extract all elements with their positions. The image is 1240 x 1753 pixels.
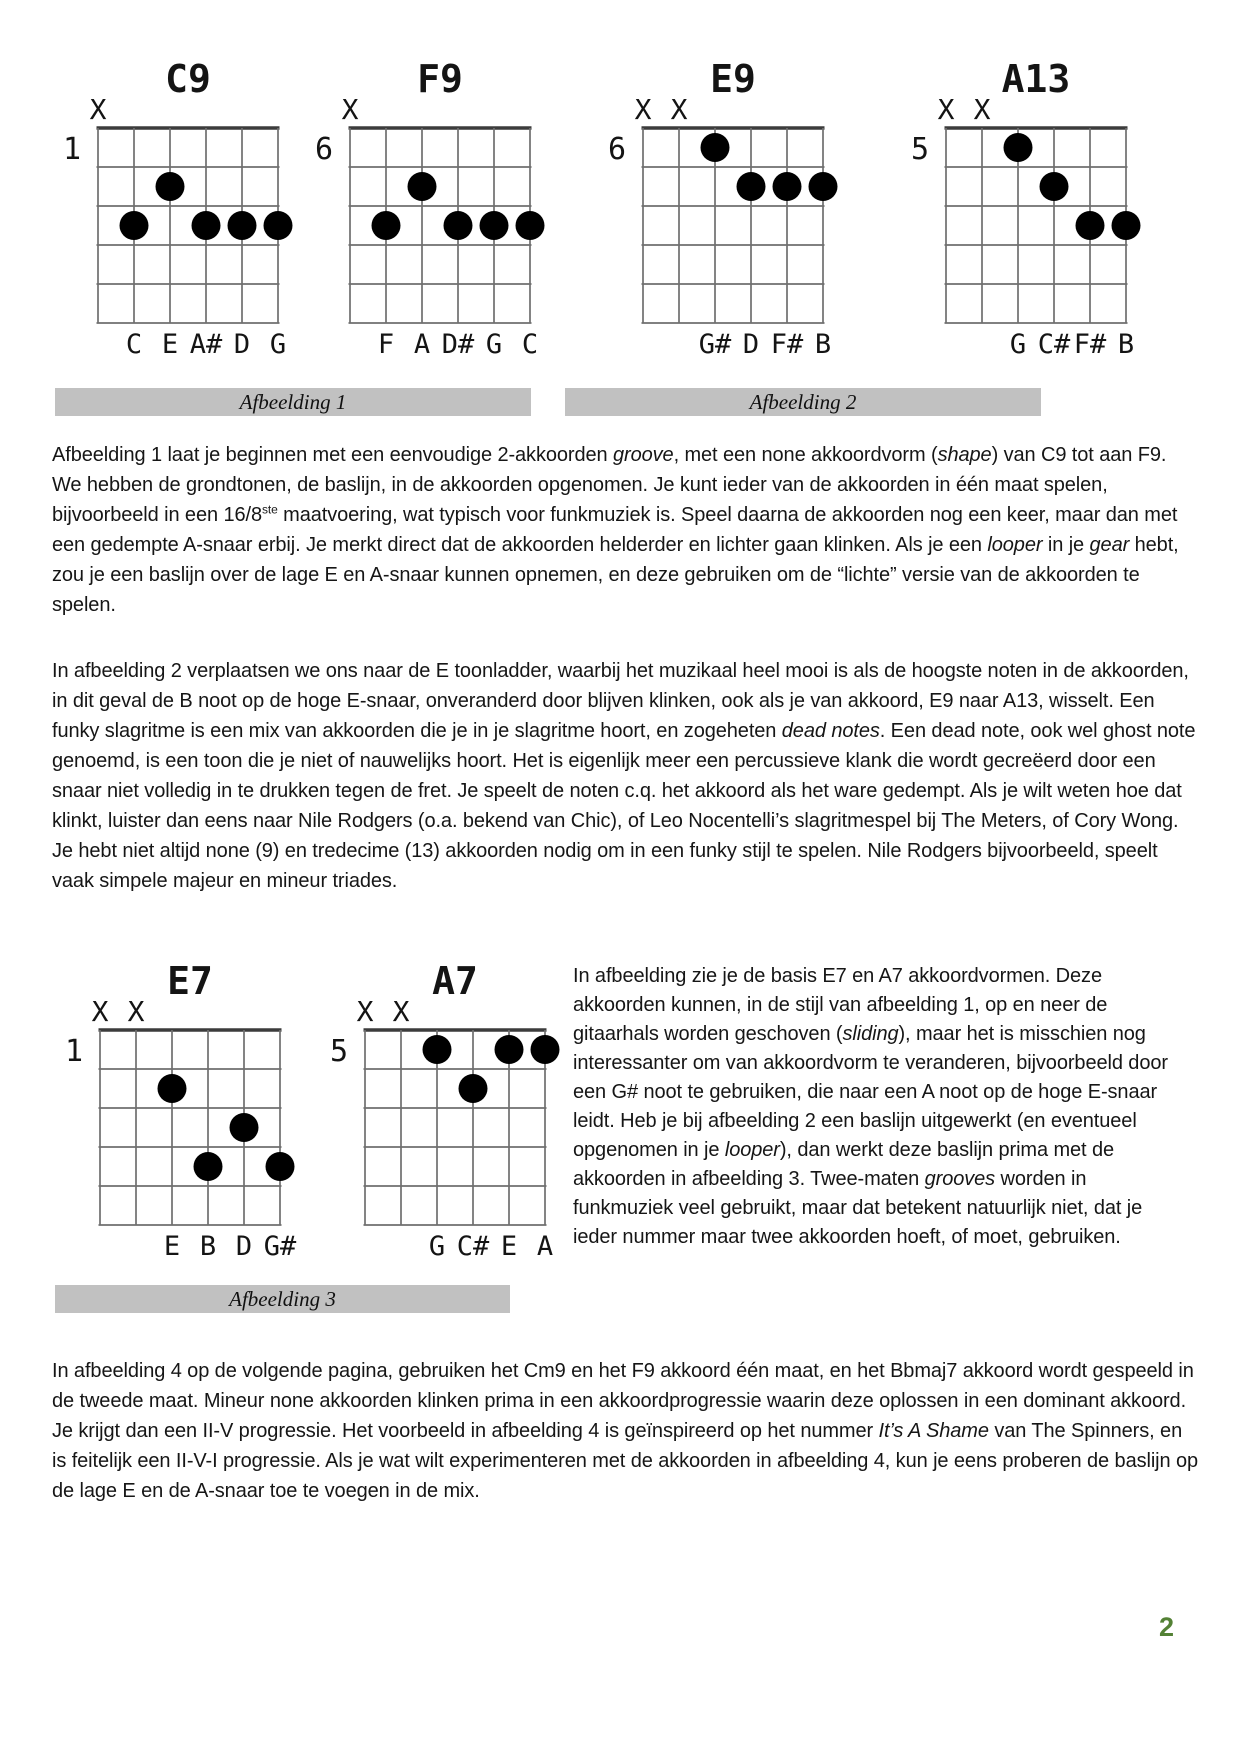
note-name-label: G xyxy=(485,329,503,360)
finger-dot xyxy=(737,172,766,201)
text-run: maatvoering, wat typisch voor funkmuziek is. Speel daarna de akkoorden nog een keer, maar dan met een gedempte A-snaar erbij. Je merkt direct dat de akkoorden helderder en lichter gaan klinken. Als je een xyxy=(52,504,1178,556)
chord-title: C9 xyxy=(165,57,211,101)
paragraph-4 xyxy=(52,1356,1200,1506)
finger-dot xyxy=(480,211,509,240)
text-run: Afbeelding 1 laat je beginnen met een eenvoudige 2-akkoorden xyxy=(52,444,613,466)
note-name-label: G xyxy=(1009,329,1027,360)
note-name-label: E xyxy=(500,1231,518,1262)
note-name-label: G xyxy=(269,329,287,360)
note-name-label: F xyxy=(377,329,395,360)
finger-dot xyxy=(1004,133,1033,162)
chord-title: F9 xyxy=(417,57,463,101)
note-name-label: E xyxy=(163,1231,181,1262)
note-name-label: D xyxy=(233,329,251,360)
note-name-label: D# xyxy=(441,329,475,360)
chord-diagram-f9 xyxy=(304,40,554,372)
note-name-label: B xyxy=(199,1231,217,1262)
italic-text: sliding xyxy=(842,1023,899,1045)
paragraph-2 xyxy=(52,656,1200,896)
finger-dot xyxy=(408,172,437,201)
text-run: in je xyxy=(1042,534,1090,556)
note-name-label: A xyxy=(536,1231,554,1262)
finger-dot xyxy=(192,211,221,240)
muted-string-x-marker: X xyxy=(89,93,107,126)
finger-dot xyxy=(531,1035,560,1064)
finger-dot xyxy=(194,1152,223,1181)
finger-dot xyxy=(266,1152,295,1181)
finger-dot xyxy=(372,211,401,240)
note-name-label: A# xyxy=(189,329,223,360)
note-name-label: A xyxy=(413,329,431,360)
muted-string-x-marker: X xyxy=(937,93,955,126)
chord-diagram-a13 xyxy=(900,40,1150,372)
chord-diagram-svg xyxy=(304,40,554,372)
figure-caption-1 xyxy=(55,388,531,416)
italic-text: gear xyxy=(1089,534,1130,556)
muted-string-x-marker: X xyxy=(91,995,109,1028)
finger-dot xyxy=(228,211,257,240)
italic-text: looper xyxy=(987,534,1043,556)
finger-dot xyxy=(773,172,802,201)
text-run: . Een dead note, ook wel ghost note genoemd, is een toon die je niet of nauwelijks hoort. Het is eigenlijk meer een percussieve klank die wordt gecreëerd door een snaar niet volledig in te drukken tegen de fret. Je speelt de noten c.q. het akkoord als het ware gedempt. Als je wilt weten hoe dat klinkt, luister dan eens naar Nile Rodgers (o.a. bekend van Chic), of Leo Nocentelli’s slagritmespel bij The Meters, of Cory Wong. Je hebt niet altijd none (9) en tredecime (13) akkoorden nodig om in een funky stijl te spelen. Nile Rodgers bijvoorbeeld, speelt vaak simpele majeur en mineur triades. xyxy=(52,720,1196,892)
text-run: In afbeelding 2 verplaatsen we ons naar de E toonladder, waarbij het muzikaal heel mooi is als de hoogste noten in de akkoorden, in dit geval de B noot op de hoge E-snaar, onveranderd door blijven klinken, ook als je van akkoord, E9 naar A13, wisselt. Een funky slagritme is een mix van akkoorden die je in je slagritme hoort, en zogeheten xyxy=(52,660,1189,742)
finger-dot xyxy=(495,1035,524,1064)
note-name-label: F# xyxy=(770,329,804,360)
chord-diagram-svg xyxy=(597,40,847,372)
finger-dot xyxy=(423,1035,452,1064)
paragraph-1 xyxy=(52,440,1200,620)
chord-diagram-svg xyxy=(52,40,302,372)
figure-caption-3-label: Afbeelding 3 xyxy=(229,1286,336,1311)
figure-caption-3 xyxy=(55,1285,510,1313)
muted-string-x-marker: X xyxy=(973,93,991,126)
note-name-label: C# xyxy=(1037,329,1071,360)
finger-dot xyxy=(701,133,730,162)
italic-text: dead notes xyxy=(781,720,880,742)
fret-position-number: 6 xyxy=(607,132,627,167)
note-name-label: B xyxy=(814,329,832,360)
note-name-label: C xyxy=(521,329,539,360)
figure-caption-2-label: Afbeelding 2 xyxy=(749,389,857,414)
chord-title: A13 xyxy=(1001,57,1071,101)
finger-dot xyxy=(156,172,185,201)
muted-string-x-marker: X xyxy=(634,93,652,126)
page-number: 2 xyxy=(1158,1612,1174,1642)
note-name-label: C# xyxy=(456,1231,490,1262)
muted-string-x-marker: X xyxy=(127,995,145,1028)
chord-diagram-svg xyxy=(900,40,1150,372)
chord-diagram-svg xyxy=(54,942,304,1274)
note-name-label: E xyxy=(161,329,179,360)
italic-text: grooves xyxy=(924,1168,996,1190)
fret-position-number: 5 xyxy=(329,1034,349,1069)
note-name-label: D xyxy=(742,329,760,360)
chord-diagram-svg xyxy=(319,942,569,1274)
chord-title: E9 xyxy=(710,57,756,101)
figure-caption-1-label: Afbeelding 1 xyxy=(239,389,347,414)
text-run: ) van C9 tot aan F9. We hebben de grondtonen, de baslijn, in de akkoorden opgenomen. Je kunt ieder van de akkoorden in één maat spelen, bijvoorbeeld in een 16/8 xyxy=(52,444,1167,526)
italic-text: groove xyxy=(613,444,674,466)
text-run: ), dan werkt deze baslijn prima met de akkoorden in afbeelding 3. Twee-maten xyxy=(573,1139,1114,1190)
text-run: van The Spinners, en is feitelijk een II-V-I progressie. Als je wat wilt experimenteren met de akkoorden in afbeelding 4, kun je eens proberen de baslijn op de lage E en de A-snaar toe te voegen in de mix. xyxy=(52,1420,1199,1502)
text-run: ), maar het is misschien nog interessanter om van akkoordvorm te veranderen, bijvoorbeeld door een G# noot te gebruiken, die naar een A noot op de hoge E-snaar leidt. Heb je bij afbeelding 2 een baslijn uitgewerkt (en eventueel opgenomen in je xyxy=(573,1023,1168,1161)
note-name-label: G# xyxy=(263,1231,297,1262)
fretboard-grid xyxy=(642,128,825,323)
superscript-text: ste xyxy=(261,502,278,517)
chord-diagram-c9 xyxy=(52,40,302,372)
chord-diagram-e7 xyxy=(54,942,304,1274)
text-run: hebt, zou je een baslijn over de lage E en A-snaar kunnen opnemen, en deze gebruiken om de “lichte” versie van de akkoorden te spelen. xyxy=(52,534,1179,616)
text-run: worden in funkmuziek veel gebruikt, maar dat betekent natuurlijk niet, dat je ieder nummer maar twee akkoorden hoeft, of moet, gebruiken. xyxy=(573,1168,1143,1248)
muted-string-x-marker: X xyxy=(670,93,688,126)
note-name-label: B xyxy=(1117,329,1135,360)
muted-string-x-marker: X xyxy=(341,93,359,126)
finger-dot xyxy=(120,211,149,240)
finger-dot xyxy=(1112,211,1141,240)
finger-dot xyxy=(444,211,473,240)
fret-position-number: 5 xyxy=(910,132,930,167)
finger-dot xyxy=(264,211,293,240)
fret-position-number: 6 xyxy=(314,132,334,167)
figure-caption-2 xyxy=(565,388,1041,416)
finger-dot xyxy=(809,172,838,201)
finger-dot xyxy=(1040,172,1069,201)
note-name-label: D xyxy=(235,1231,253,1262)
italic-text: shape xyxy=(937,444,992,466)
fret-position-number: 1 xyxy=(62,132,82,167)
text-run: In afbeelding zie je de basis E7 en A7 akkoordvormen. Deze akkoorden kunnen, in de stijl van afbeelding 1, op en neer de gitaarhals worden geschoven ( xyxy=(573,965,1108,1045)
italic-text: looper xyxy=(724,1139,780,1161)
chord-title: A7 xyxy=(432,959,478,1003)
note-name-label: G xyxy=(428,1231,446,1262)
note-name-label: C xyxy=(125,329,143,360)
italic-text: It’s A Shame xyxy=(878,1420,989,1442)
chord-diagram-a7 xyxy=(319,942,569,1274)
chord-diagram-e9 xyxy=(597,40,847,372)
muted-string-x-marker: X xyxy=(356,995,374,1028)
paragraph-3 xyxy=(573,962,1187,1252)
finger-dot xyxy=(1076,211,1105,240)
finger-dot xyxy=(230,1113,259,1142)
finger-dot xyxy=(459,1074,488,1103)
text-run: In afbeelding 4 op de volgende pagina, gebruiken het Cm9 en het F9 akkoord één maat, en het Bbmaj7 akkoord wordt gespeeld in de tweede maat. Mineur none akkoorden klinken prima in een akkoordprogressie waarin deze oplossen in een dominant akkoord. Je krijgt dan een II-V progressie. Het voorbeeld in afbeelding 4 is geïnspireerd op het nummer xyxy=(52,1360,1194,1442)
finger-dot xyxy=(516,211,545,240)
finger-dot xyxy=(158,1074,187,1103)
text-run: , met een none akkoordvorm ( xyxy=(673,444,938,466)
note-name-label: G# xyxy=(698,329,732,360)
note-name-label: F# xyxy=(1073,329,1107,360)
muted-string-x-marker: X xyxy=(392,995,410,1028)
chord-title: E7 xyxy=(167,959,213,1003)
fret-position-number: 1 xyxy=(64,1034,84,1069)
